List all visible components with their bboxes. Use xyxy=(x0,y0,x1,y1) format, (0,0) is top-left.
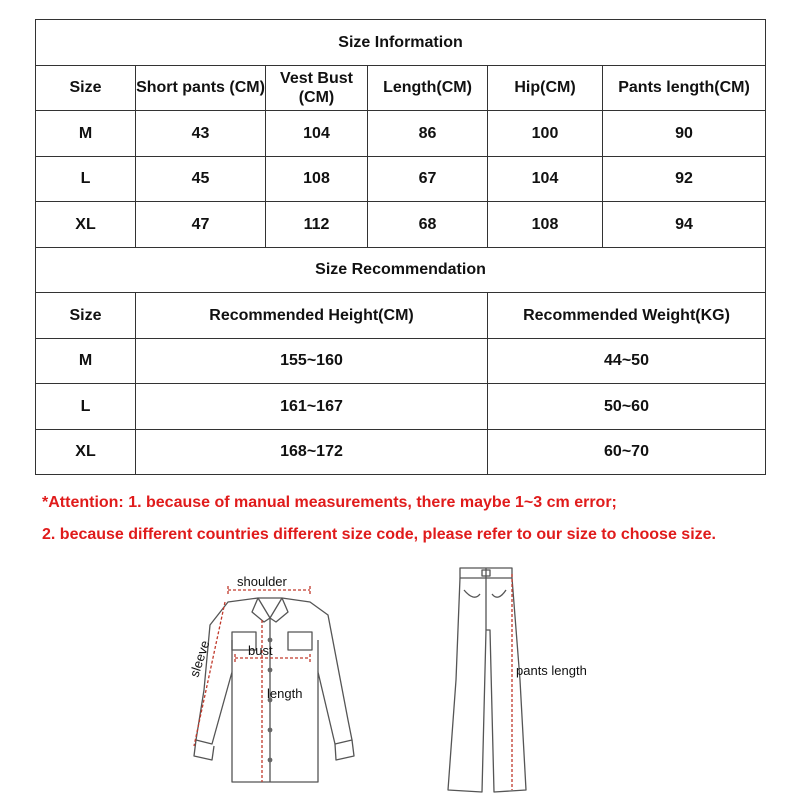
table-cell: XL xyxy=(36,429,136,475)
attention-note-1: *Attention: 1. because of manual measurements, there maybe 1~3 cm error; xyxy=(42,494,617,511)
table-cell: 60~70 xyxy=(488,429,766,475)
header-cell: Pants length(CM) xyxy=(603,65,766,111)
shoulder-label: shoulder xyxy=(237,574,287,589)
size-info-header-row xyxy=(36,65,766,111)
measurement-diagram xyxy=(0,560,800,800)
table-cell: 44~50 xyxy=(488,338,766,384)
table-row xyxy=(36,429,766,475)
table-cell: M xyxy=(36,338,136,384)
table-cell: 67 xyxy=(368,156,488,202)
pants-length-label: pants length xyxy=(516,663,587,678)
table-cell: 108 xyxy=(266,156,368,202)
header-cell: Short pants (CM) xyxy=(136,65,266,111)
table-cell: 155~160 xyxy=(136,338,488,384)
table-cell: 50~60 xyxy=(488,384,766,430)
header-cell: Hip(CM) xyxy=(488,65,603,111)
header-cell: Recommended Height(CM) xyxy=(136,293,488,339)
header-cell: Vest Bust (CM) xyxy=(266,65,368,111)
pants-illustration xyxy=(448,568,526,792)
size-rec-header-row xyxy=(36,293,766,339)
table-cell: L xyxy=(36,384,136,430)
header-cell: Recommended Weight(KG) xyxy=(488,293,766,339)
length-label: length xyxy=(267,686,303,701)
attention-note-2: 2. because different countries different size code, please refer to our size to choose size. xyxy=(42,526,716,543)
table-row xyxy=(36,111,766,157)
bust-label: bust xyxy=(248,643,273,658)
table-cell: 68 xyxy=(368,202,488,248)
table-cell: 92 xyxy=(603,156,766,202)
table-cell: 168~172 xyxy=(136,429,488,475)
table-cell: 94 xyxy=(603,202,766,248)
sleeve-label: sleeve xyxy=(186,638,213,679)
measure-lines xyxy=(194,586,310,782)
table-cell: 112 xyxy=(266,202,368,248)
header-cell: Size xyxy=(36,293,136,339)
header-cell: Length(CM) xyxy=(368,65,488,111)
table-cell: 90 xyxy=(603,111,766,157)
size-info-title: Size Information xyxy=(36,20,766,66)
table-cell: 104 xyxy=(266,111,368,157)
table-cell: 100 xyxy=(488,111,603,157)
header-cell: Size xyxy=(36,65,136,111)
size-table xyxy=(35,19,766,475)
size-rec-title: Size Recommendation xyxy=(36,247,766,293)
table-cell: 86 xyxy=(368,111,488,157)
table-cell: 161~167 xyxy=(136,384,488,430)
table-row xyxy=(36,156,766,202)
table-cell: 108 xyxy=(488,202,603,248)
table-cell: 104 xyxy=(488,156,603,202)
table-row xyxy=(36,202,766,248)
table-row xyxy=(36,384,766,430)
table-cell: XL xyxy=(36,202,136,248)
table-cell: 43 xyxy=(136,111,266,157)
table-cell: 47 xyxy=(136,202,266,248)
table-cell: 45 xyxy=(136,156,266,202)
table-cell: M xyxy=(36,111,136,157)
table-cell: L xyxy=(36,156,136,202)
table-row xyxy=(36,338,766,384)
